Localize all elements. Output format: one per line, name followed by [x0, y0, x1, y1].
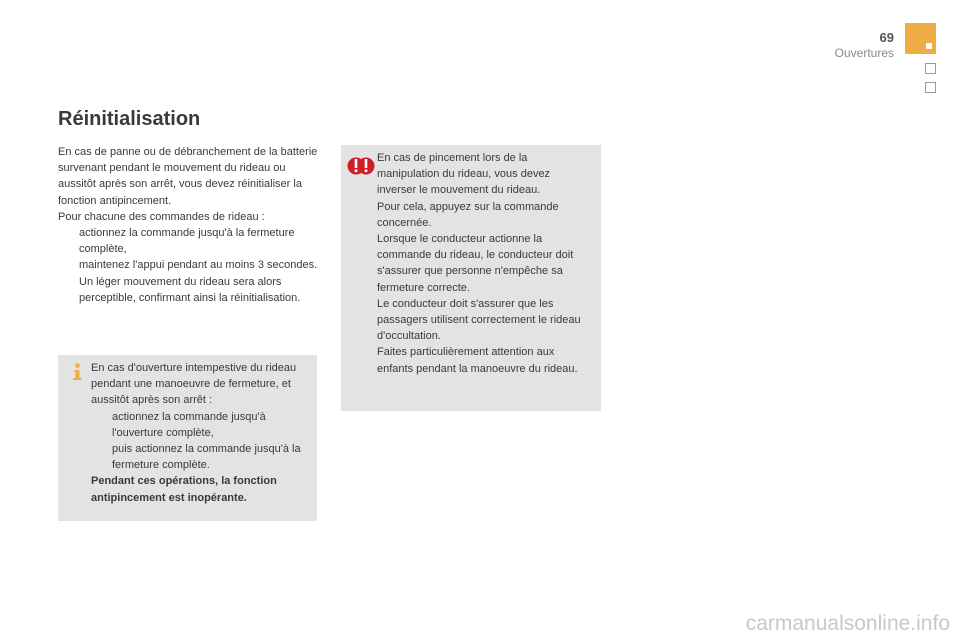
bullet-text: puis actionnez la commande jusqu'à la fermeture complète. [112, 443, 301, 472]
section-title: Réinitialisation [58, 108, 201, 130]
list-item [58, 225, 320, 257]
chapter-tab[interactable] [925, 82, 936, 93]
bullet-text: actionnez la commande jusqu'à l'ouverture complète, [112, 410, 266, 439]
info-box [58, 355, 317, 521]
warning-box [341, 145, 601, 411]
page-number: 69 [879, 30, 894, 45]
info-paragraph: En cas d'ouverture intempestive du rideau pendant une manoeuvre de fermeture, et aussitôt après son arrêt : [91, 362, 297, 407]
list-item [91, 409, 307, 441]
section-name: Ouvertures [834, 46, 894, 60]
intro-bullets [58, 225, 320, 306]
info-bold-note: Pendant ces opérations, la fonction antipincement est inopérante. [91, 475, 277, 504]
watermark: carmanualsonline.info [745, 612, 950, 635]
chapter-tab-active[interactable] [905, 23, 936, 54]
chapter-tab[interactable] [925, 63, 936, 74]
warning-paragraph: Pour cela, appuyez sur la commande concernée. [377, 200, 559, 229]
bullet-text: maintenez l'appui pendant au moins 3 secondes. Un léger mouvement du rideau sera alors perceptible, confirmant ainsi la réinitialisation. [79, 259, 318, 304]
intro-text [58, 144, 320, 306]
warning-paragraph: Le conducteur doit s'assurer que les passagers utilisent correctement le rideau d'occultation. [377, 297, 581, 343]
intro-paragraph: En cas de panne ou de débranchement de la batterie survenant pendant le mouvement du rideau ou aussitôt après son arrêt, vous devez réinitialiser la fonction antipincement. [58, 146, 318, 207]
warning-icon [347, 155, 375, 177]
warning-paragraph: Faites particulièrement attention aux enfants pendant la manoeuvre du rideau. [377, 346, 578, 375]
tab-marker [926, 43, 932, 49]
bullet-text: actionnez la commande jusqu'à la fermeture complète, [79, 227, 295, 256]
info-bullets [91, 409, 307, 474]
warning-paragraph: En cas de pincement lors de la manipulation du rideau, vous devez inverser le mouvement du rideau. [377, 152, 551, 197]
list-item [58, 257, 320, 306]
warning-paragraph: Lorsque le conducteur actionne la commande du rideau, le conducteur doit s'assurer que personne n'empêche sa fermeture correcte. [377, 233, 574, 294]
intro-lead: Pour chacune des commandes de rideau : [58, 210, 265, 223]
info-icon [69, 363, 85, 381]
list-item [91, 441, 307, 473]
